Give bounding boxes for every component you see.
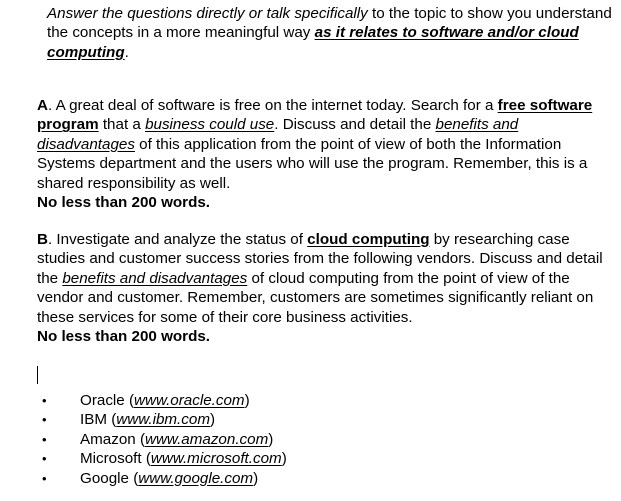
question-b-text-3: of cloud computing from the point of view of the vendor and customer. Remember, customers are sometimes significantly reliant on these services for some of their core business activities.: [37, 269, 594, 326]
vendor-item: • IBM (www.ibm.com): [42, 411, 216, 429]
vendor-item: • Microsoft (www.microsoft.com): [42, 450, 287, 468]
bullet-icon: •: [42, 393, 47, 408]
bullet-icon: •: [42, 431, 47, 447]
vendor-item: • Google (www.google.com): [42, 469, 259, 487]
intro-italic-text: Answer the questions directly or talk specifically: [47, 5, 368, 22]
question-b-text-1: . Investigate and analyze the status of: [47, 231, 308, 248]
question-b-benefits-text: benefits and disadvantages: [62, 269, 248, 287]
vendor-item: • Oracle (www.oracle.com): [42, 392, 250, 409]
bullet-icon: •: [42, 451, 47, 467]
bullet-icon: •: [42, 412, 47, 428]
business-could-use-text: business could use: [145, 116, 275, 134]
question-b-letter: B: [37, 231, 48, 248]
vendor-name: Google: [80, 469, 129, 487]
question-b-paragraph: [37, 230, 612, 346]
question-a-text-4: of this application from the point of view of both the Information Systems department and the users who will use the program. Remember, this is a shared responsibility as well.: [37, 135, 588, 192]
question-a-requirement: No less than 200 words.: [37, 194, 211, 212]
intro-emphasis: as it relates to software and/or cloud computing: [47, 24, 579, 61]
vendor-link[interactable]: www.ibm.com: [116, 411, 210, 429]
free-software-program-text: free software program: [37, 97, 593, 134]
intro-paragraph: [37, 4, 621, 62]
question-a-text-1: . A great deal of software is free on the internet today. Search for a: [47, 97, 498, 114]
text-cursor: [37, 366, 38, 384]
cloud-computing-text: cloud computing: [307, 231, 430, 248]
vendor-name: IBM: [80, 411, 108, 429]
vendor-link[interactable]: www.oracle.com: [134, 392, 245, 409]
question-a-text-3: . Discuss and detail the: [274, 116, 436, 134]
question-a-text-2: that a: [98, 116, 146, 134]
intro-end: .: [124, 43, 129, 61]
bullet-icon: •: [42, 470, 47, 486]
question-b-requirement: No less than 200 words.: [37, 328, 211, 346]
vendor-name: Microsoft: [80, 450, 142, 468]
vendor-name: Oracle: [80, 392, 125, 409]
intro-text: to the topic to show you understand the concepts in a more meaningful way: [47, 5, 612, 42]
question-a-benefits-text: benefits and disadvantages: [37, 116, 519, 153]
vendor-item: • Amazon (www.amazon.com): [42, 430, 274, 448]
question-a-letter: A: [37, 97, 48, 114]
question-a-paragraph: [37, 96, 612, 212]
vendor-name: Amazon: [80, 430, 136, 448]
vendor-link[interactable]: www.microsoft.com: [150, 450, 282, 468]
question-b-text-2: by researching case studies and customer success stories from the following vendors. Discuss and detail the: [37, 231, 603, 287]
vendor-link[interactable]: www.google.com: [138, 469, 254, 487]
vendor-link[interactable]: www.amazon.com: [145, 430, 269, 448]
vendor-list: [0, 391, 287, 488]
